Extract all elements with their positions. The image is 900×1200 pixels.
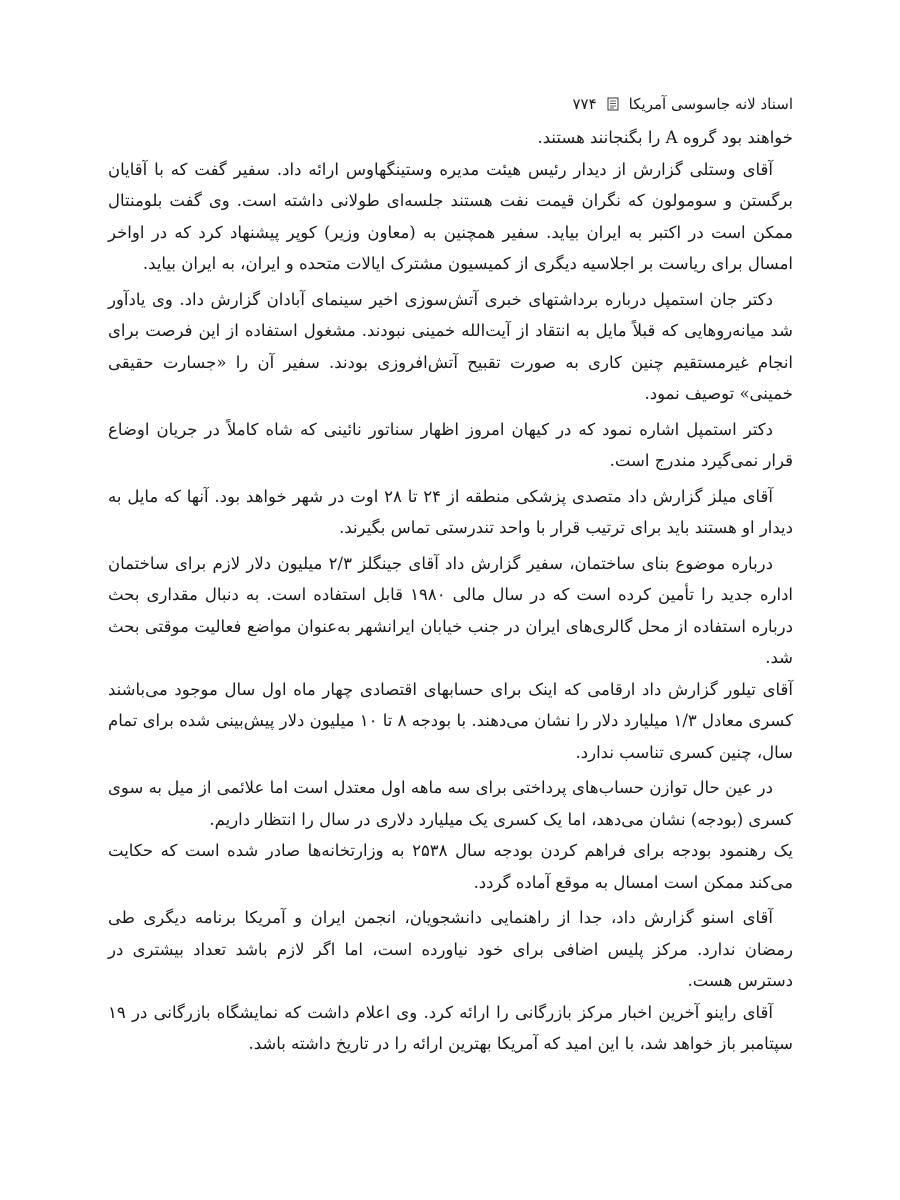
paragraph-rhino-trade-fair: آقای راینو آخرین اخبار مرکز بازرگانی را ارائه کرد. وی اعلام داشت که نمایشگاه بازرگانی در ۱۹ سپتامبر باز خواهد شد، با این امید که آمریکا بهترین ارائه را در تاریخ داشته باشد. — [108, 1002, 793, 1053]
paragraph-stempel-kayhan: دکتر استمپل اشاره نمود که در کیهان امروز اظهار سناتور نائینی که شاه کاملاً در جریان اوضاع قرار نمی‌گیرد مندرج است. — [108, 419, 793, 470]
body-text — [108, 122, 793, 1060]
paragraph-budget-directive: یک رهنمود بودجه برای فراهم کردن بودجه سال ۲۵۳۸ به وزارتخانه‌ها صادر شده است که حکایت می‌کند ممکن است امسال به موقع آماده گردد. — [108, 841, 793, 892]
document-icon — [607, 97, 619, 111]
paragraph-building: درباره موضوع بنای ساختمان، سفیر گزارش داد آقای جینگلز ۲/۳ میلیون دلار لازم برای ساختمان اداره جدید را تأمین کرده است که در سال مالی ۱۹۸۰ قابل استفاده است. به دنبال مقداری بحث درباره استفاده از محل گالری‌های ایران در جنب خیابان ایرانشهر به‌عنوان مواضع فعالیت موقتی بحث شد. — [108, 553, 793, 667]
document-page — [108, 90, 793, 1060]
paragraph-snow-report: آقای اسنو گزارش داد، جدا از راهنمایی دانشجویان، انجمن ایران و آمریکا برنامه دیگری طی رمضان ندارد. مرکز پلیس اضافی برای خود نیاورده است، اما اگر لازم باشد تعداد بیشتری در دسترس هست. — [108, 908, 793, 990]
paragraph-taylor-deficit: آقای تیلور گزارش داد ارقامی که اینک برای حسابهای اقتصادی چهار ماه اول سال موجود می‌باشند کسری معادل ۱/۳ میلیارد دلار را نشان می‌دهند. با بودجه ۸ تا ۱۰ میلیون دلار پیش‌بینی شده برای تمام سال، چنین کسری تناسب ندارد. — [108, 679, 794, 762]
running-head-title: اسناد لانه جاسوسی آمریکا — [628, 95, 793, 113]
running-head — [108, 90, 793, 118]
paragraph-balance-of-payments: در عین حال توازن حساب‌های پرداختی برای سه ماهه اول معتدل است اما علائمی از میل به سوی کسری (بودجه) نشان می‌دهد، اما یک کسری یک میلیارد دلاری در سال را انتظار داریم. — [108, 778, 793, 829]
paragraph-stempel-abadan: دکتر جان استمپل درباره برداشتهای خبری آتش‌سوزی اخیر سینمای آبادان گزارش داد. وی یادآور شد میانه‌روهایی که قبلاً مایل به انتقاد از آیت‌الله خمینی نبودند. مشغول استفاده از این فرصت برای انجام غیرمستقیم چنین کاری به صورت تقبیح آتش‌افروزی بودند. سفیر آن را «جسارت حقیقی خمینی» توصیف نمود. — [108, 289, 793, 403]
page-number: ۷۷۴ — [572, 95, 597, 113]
paragraph-westley-report: آقای وستلی گزارش از دیدار رئیس هیئت مدیره وستینگهاوس ارائه داد. سفیر گفت که با آقایان برگستن و سومولون که نگران قیمت نفت هستند جلسه‌ای طولانی داشته است. وی گفت بلومنتال ممکن است در اکتبر به ایران بیاید. سفیر همچنین به (معاون وزیر) کوپر پیشنهاد کرد که در اواخر امسال برای ریاست بر اجلاسیه دیگری از کمیسیون مشترک ایالات متحده و ایران، به ایران بیاید. — [108, 159, 793, 273]
paragraph-continuation: خواهند بود گروه A را بگنجانند هستند. — [537, 128, 793, 147]
paragraph-mills-medical: آقای میلز گزارش داد متصدی پزشکی منطقه از ۲۴ تا ۲۸ اوت در شهر خواهد بود. آنها که مایل به دیدار او هستند باید برای ترتیب قرار با واحد تندرستی تماس بگیرند. — [108, 486, 793, 537]
